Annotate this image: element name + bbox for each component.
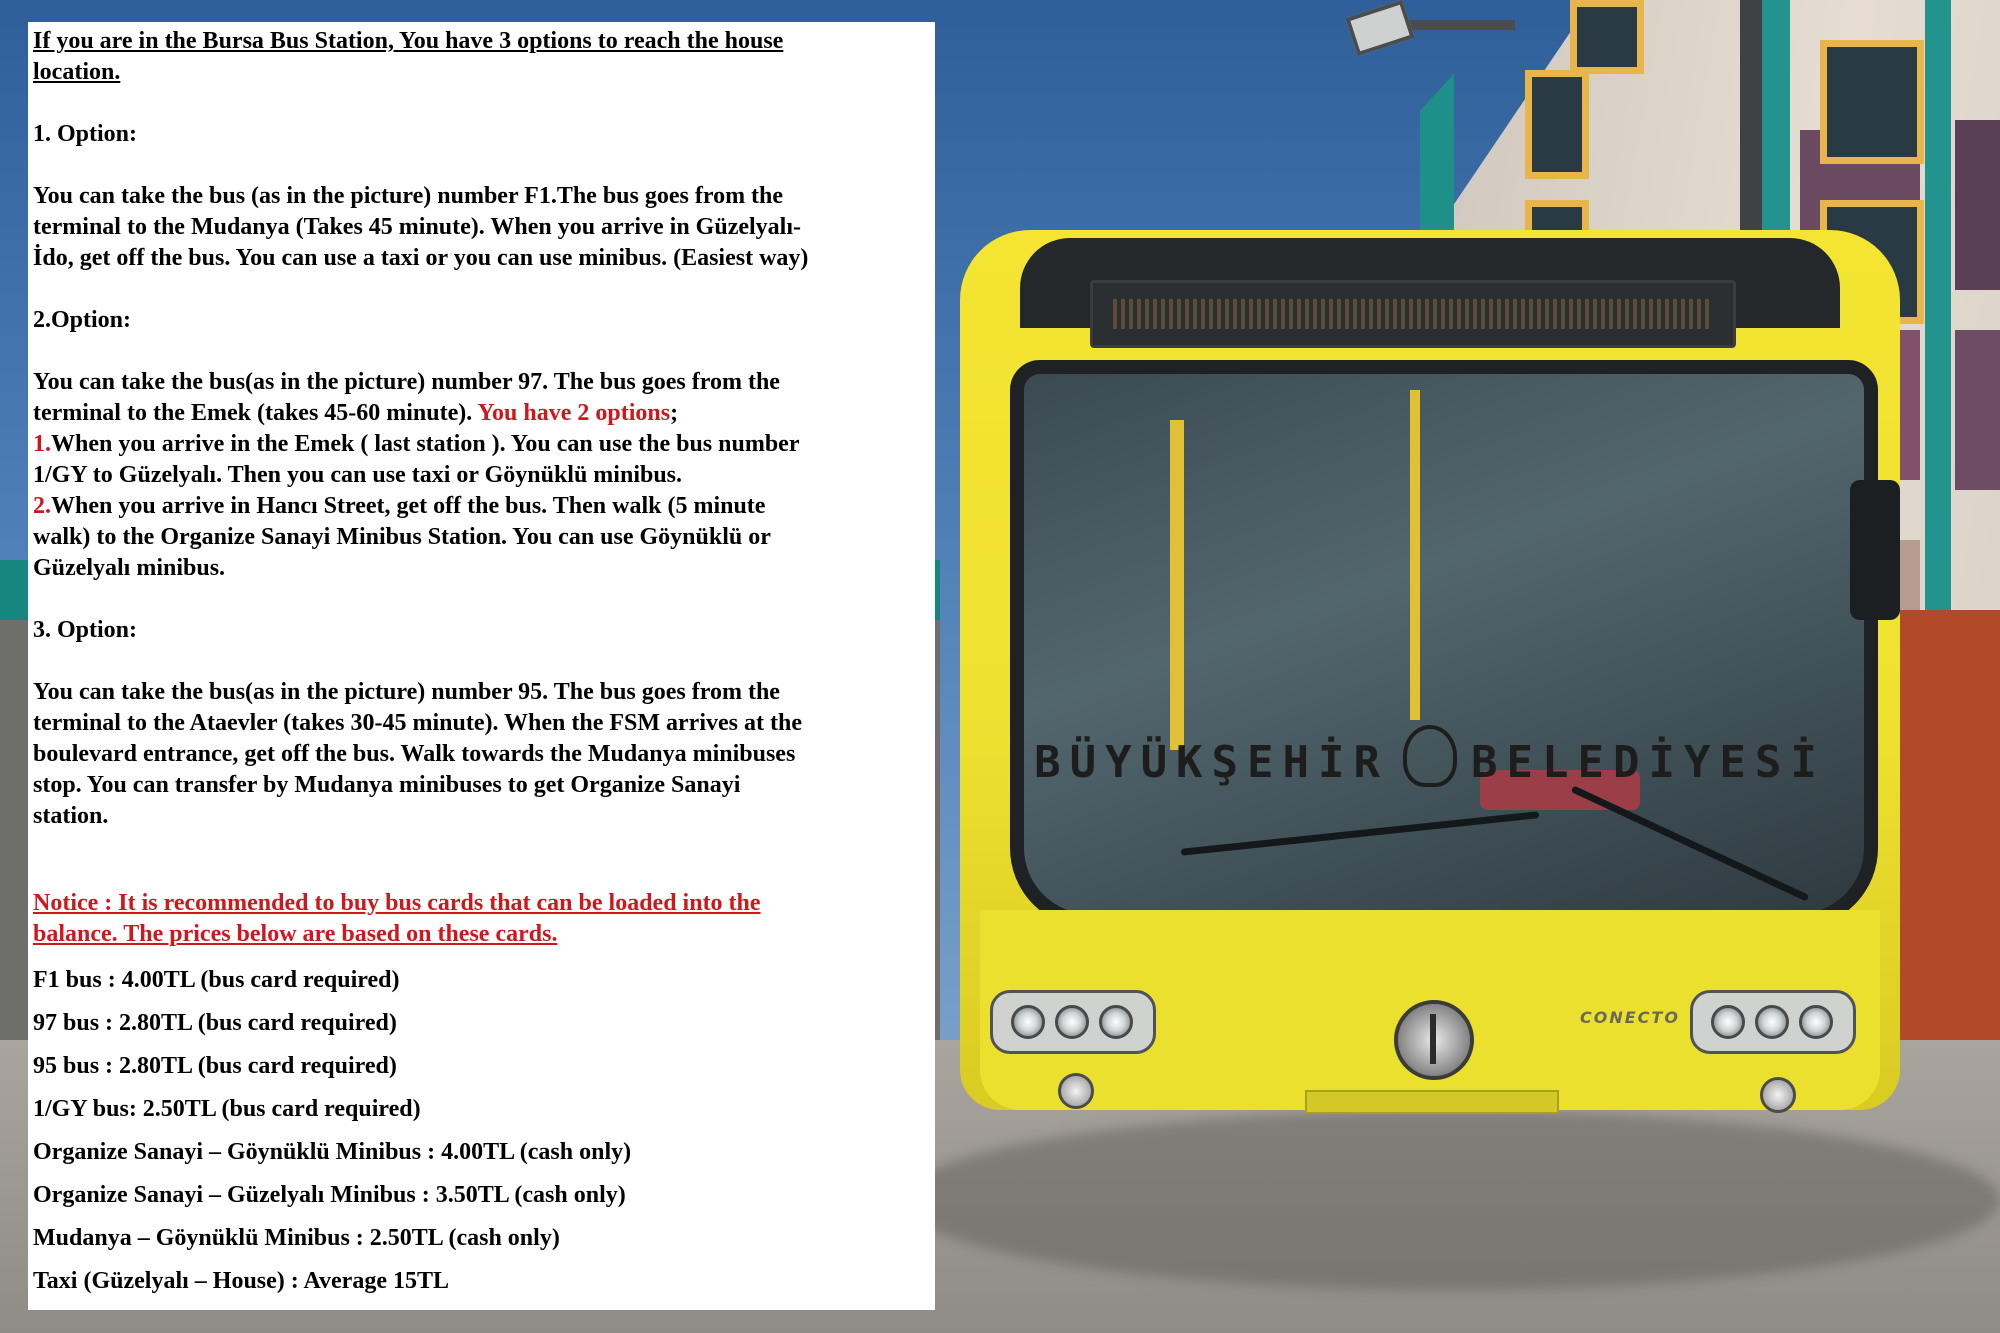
option-2-sub-1 <box>33 429 800 460</box>
building-panel <box>1955 330 2000 490</box>
windshield <box>1010 360 1878 928</box>
bus-text-right: BELEDİYESİ <box>1471 737 1826 788</box>
price-item: Mudanya – Göynüklü Minibus : 2.50TL (cash only) <box>33 1225 560 1251</box>
option-2-title: 2.Option: <box>33 307 132 333</box>
headlight-icon <box>1799 1005 1833 1039</box>
price-item: Organize Sanayi – Göynüklü Minibus : 4.00TL (cash only) <box>33 1139 632 1165</box>
bus-lettering <box>960 725 1900 788</box>
option-3-title: 3. Option: <box>33 617 138 643</box>
sub-option-1-line-1: When you arrive in the Emek ( last station ). You can use the bus number <box>51 431 800 457</box>
lamp-arm <box>1395 20 1515 30</box>
headlight-icon <box>1711 1005 1745 1039</box>
option-3-line-5: station. <box>33 803 109 829</box>
headlight-cluster-right <box>1690 990 1856 1054</box>
option-2-sub-2 <box>33 491 765 522</box>
headlight-icon <box>1755 1005 1789 1039</box>
building-window <box>1570 0 1644 74</box>
headlight-cluster-left <box>990 990 1156 1054</box>
side-mirror <box>1850 480 1900 620</box>
bus-model: CONECTO <box>1580 1008 1680 1027</box>
building-window <box>1525 70 1589 179</box>
option-1-line-2: terminal to the Mudanya (Takes 45 minute). When you arrive in Güzelyalı- <box>33 214 801 240</box>
option-2-highlight: You have 2 options <box>477 400 671 426</box>
destination-sign <box>1090 280 1736 348</box>
notice-line-2: balance. The prices below are based on these cards. <box>33 921 558 947</box>
sub-option-2-line-3: Güzelyalı minibus. <box>33 555 226 581</box>
headlight-icon <box>1055 1005 1089 1039</box>
headlight-icon <box>1099 1005 1133 1039</box>
option-1-line-3: İdo, get off the bus. You can use a taxi or you can use minibus. (Easiest way) <box>33 245 809 271</box>
option-2-line-1: You can take the bus(as in the picture) number 97. The bus goes from the <box>33 369 780 395</box>
yellow-bus <box>960 230 1900 1150</box>
sub-option-2-number: 2. <box>33 493 51 519</box>
fog-light-icon <box>1058 1073 1094 1109</box>
price-item: 1/GY bus: 2.50TL (bus card required) <box>33 1096 421 1122</box>
option-3-line-2: terminal to the Ataevler (takes 30-45 minute). When the FSM arrives at the <box>33 710 802 736</box>
price-item: F1 bus : 4.00TL (bus card required) <box>33 967 400 993</box>
led-dots <box>1113 299 1713 329</box>
option-3-line-1: You can take the bus(as in the picture) number 95. The bus goes from the <box>33 679 780 705</box>
sub-option-2-line-1: When you arrive in Hancı Street, get off the bus. Then walk (5 minute <box>51 493 766 519</box>
headlight-icon <box>1011 1005 1045 1039</box>
price-item: Taxi (Güzelyalı – House) : Average 15TL <box>33 1268 449 1294</box>
directions-document <box>28 22 935 1310</box>
sub-option-1-line-2: 1/GY to Güzelyalı. Then you can use taxi or Göynüklü minibus. <box>33 462 683 488</box>
option-1-title: 1. Option: <box>33 121 138 147</box>
fog-light-icon <box>1760 1077 1796 1113</box>
star-logo-icon <box>1394 1000 1474 1080</box>
sub-option-1-number: 1. <box>33 431 51 457</box>
price-item: 97 bus : 2.80TL (bus card required) <box>33 1010 397 1036</box>
price-item: Organize Sanayi – Güzelyalı Minibus : 3.50TL (cash only) <box>33 1182 626 1208</box>
building-window <box>1820 40 1924 164</box>
option-1-line-1: You can take the bus (as in the picture) number F1.The bus goes from the <box>33 183 784 209</box>
building-panel <box>1955 120 2000 290</box>
notice-line-1: Notice : It is recommended to buy bus cards that can be loaded into the <box>33 890 761 916</box>
interior-rail <box>1170 420 1184 750</box>
plate-holder <box>1305 1090 1559 1114</box>
option-2-line-2 <box>33 398 678 429</box>
price-item: 95 bus : 2.80TL (bus card required) <box>33 1053 397 1079</box>
sub-option-2-line-2: walk) to the Organize Sanayi Minibus Station. You can use Göynüklü or <box>33 524 771 550</box>
bus-text-left: BÜYÜKŞEHİR <box>1034 737 1389 788</box>
interior-rail <box>1410 390 1420 720</box>
option-3-line-4: stop. You can transfer by Mudanya minibuses to get Organize Sanayi <box>33 772 741 798</box>
municipality-emblem-icon <box>1403 725 1457 787</box>
option-2-line-2-end: ; <box>670 400 679 426</box>
heading-line-1: If you are in the Bursa Bus Station, You have 3 options to reach the house <box>33 28 784 54</box>
heading-line-2: location. <box>33 59 121 85</box>
option-3-line-3: boulevard entrance, get off the bus. Walk towards the Mudanya minibuses <box>33 741 796 767</box>
option-2-line-2-text: terminal to the Emek (takes 45-60 minute). <box>33 400 478 426</box>
